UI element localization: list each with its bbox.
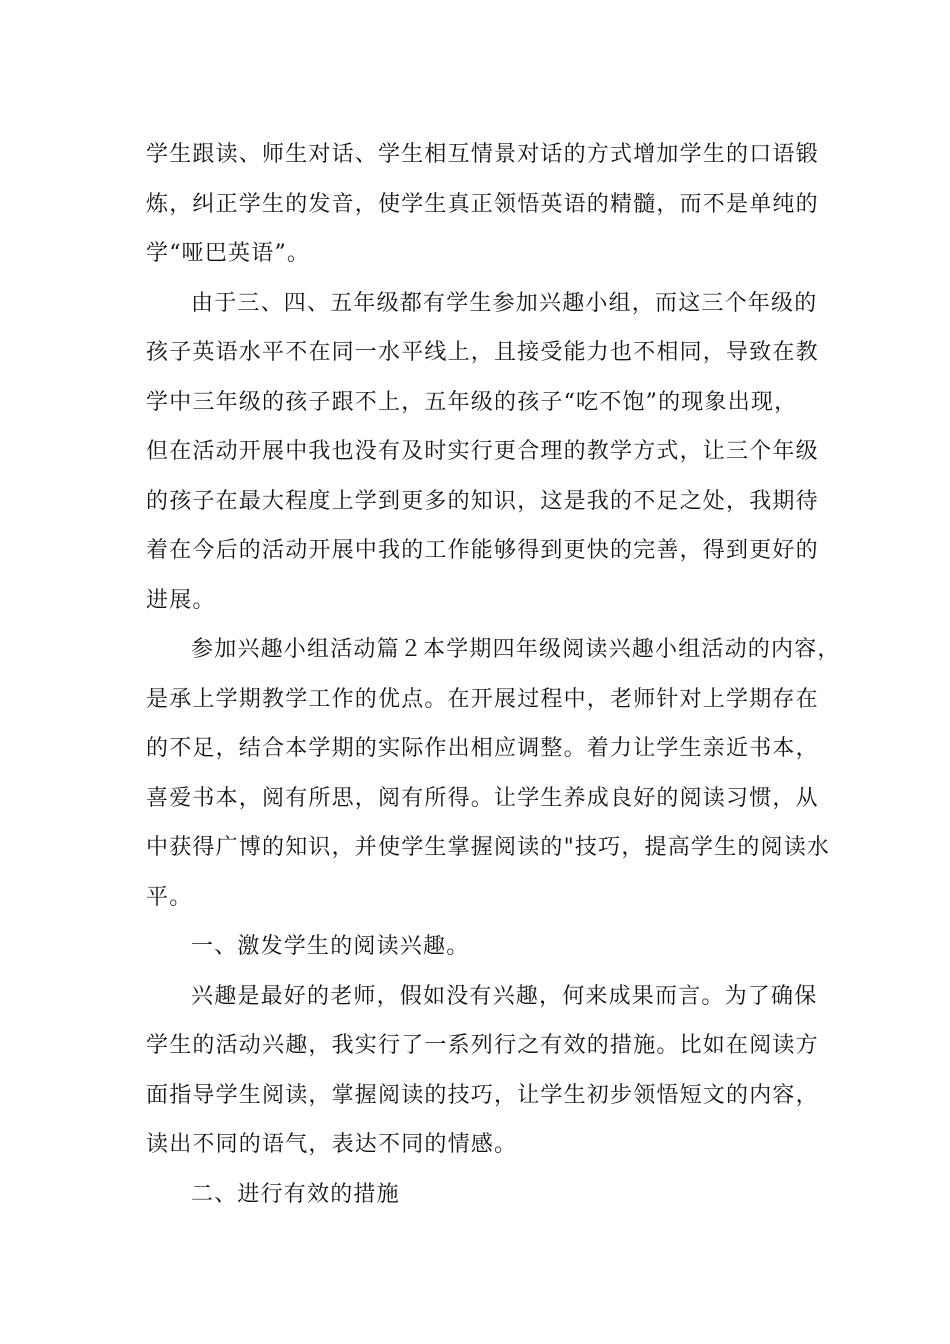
body-line: 面指导学生阅读，掌握阅读的技巧，让学生初步领悟短文的内容，	[146, 1082, 819, 1108]
body-line: 的不足，结合本学期的实际作出相应调整。着力让学生亲近书本，	[146, 736, 819, 761]
body-line: 进展。	[146, 587, 216, 613]
body-line: 学生跟读、师生对话、学生相互情景对话的方式增加学生的口语锻	[146, 142, 819, 167]
paragraph-start-line: 由于三、四、五年级都有学生参加兴趣小组，而这三个年级的	[191, 290, 818, 316]
body-line: 的孩子在最大程度上学到更多的知识，这是我的不足之处，我期待	[146, 488, 819, 514]
body-line: 学“哑巴英语”。	[146, 241, 311, 266]
body-line: 读出不同的语气，表达不同的情感。	[146, 1132, 518, 1157]
body-line: 是承上学期教学工作的优点。在开展过程中，老师针对上学期存在	[146, 686, 819, 712]
body-line: 中获得广博的知识，并使学生掌握阅读的"技巧，提高学生的阅读水	[146, 835, 831, 860]
body-line: 学生的活动兴趣，我实行了一系列行之有效的措施。比如在阅读方	[146, 1033, 819, 1058]
body-line: 喜爱书本，阅有所思，阅有所得。让学生养成良好的阅读习惯，从	[146, 785, 819, 811]
body-line: 炼，纠正学生的发音，使学生真正领悟英语的精髓，而不是单纯的	[146, 191, 819, 217]
body-line: 平。	[146, 884, 193, 910]
paragraph-start-line: 参加兴趣小组活动篇２本学期四年级阅读兴趣小组活动的内容，	[191, 637, 841, 662]
body-line: 但在活动开展中我也没有及时实行更合理的教学方式，让三个年级	[146, 439, 819, 464]
paragraph-start-line: 兴趣是最好的老师，假如没有兴趣，何来成果而言。为了确保	[191, 983, 818, 1009]
body-line: 孩子英语水平不在同一水平线上，且接受能力也不相同，导致在教	[146, 340, 819, 365]
section-heading: 一、激发学生的阅读兴趣。	[191, 934, 470, 959]
body-line: 学中三年级的孩子跟不上，五年级的孩子“吃不饱”的现象出现，	[146, 389, 798, 415]
body-line: 着在今后的活动开展中我的工作能够得到更快的完善，得到更好的	[146, 538, 819, 563]
section-heading: 二、进行有效的措施	[191, 1181, 400, 1207]
document-body	[146, 130, 841, 1219]
